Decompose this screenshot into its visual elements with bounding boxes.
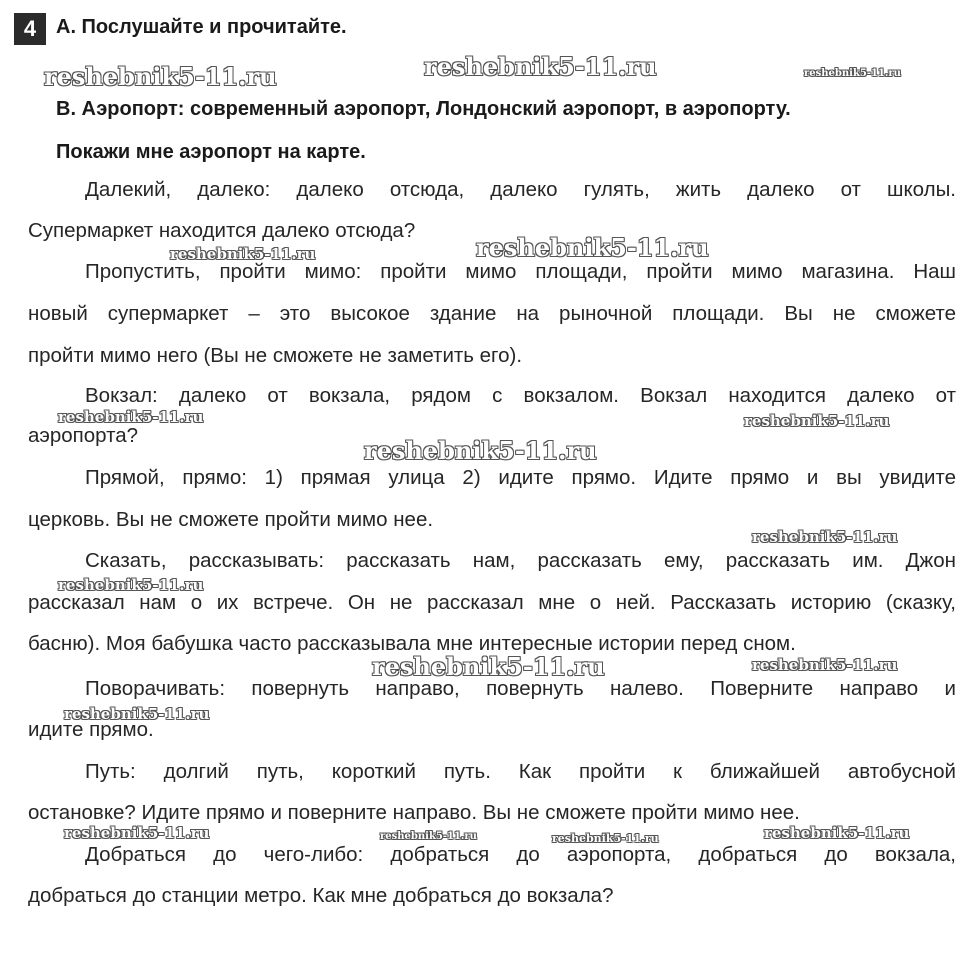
- paragraph-line: остановке? Идите прямо и поверните направо. Вы не сможете пройти мимо нее.: [28, 801, 800, 824]
- watermark: reshebnik5-11.ru: [64, 705, 210, 723]
- watermark: reshebnik5-11.ru: [424, 52, 657, 81]
- paragraph-line: аэропорта?: [28, 424, 139, 447]
- watermark: reshebnik5-11.ru: [752, 528, 898, 546]
- paragraph-line: Прямой, прямо: 1) прямая улица 2) идите прямо. Идите прямо и вы увидите: [85, 466, 956, 489]
- task-b-heading: B. Аэропорт: современный аэропорт, Лондонский аэропорт, в аэропорту.: [56, 98, 791, 120]
- exercise-number: 4: [14, 13, 46, 45]
- paragraph-line: басню). Моя бабушка часто рассказывала мне интересные истории перед сном.: [28, 632, 796, 655]
- paragraph-line: Добраться до чего-либо: добраться до аэропорта, добраться до вокзала,: [85, 843, 956, 866]
- paragraph-line: Сказать, рассказывать: рассказать нам, рассказать ему, рассказать им. Джон: [85, 549, 956, 572]
- watermark: reshebnik5-11.ru: [752, 656, 898, 674]
- watermark: reshebnik5-11.ru: [804, 68, 901, 79]
- paragraph-line: пройти мимо него (Вы не сможете не заметить его).: [28, 344, 523, 367]
- watermark: reshebnik5-11.ru: [552, 832, 659, 845]
- paragraph-line: Вокзал: далеко от вокзала, рядом с вокзалом. Вокзал находится далеко от: [85, 384, 956, 407]
- task-a-heading: A. Послушайте и прочитайте.: [56, 16, 347, 38]
- paragraph-line: рассказал нам о их встрече. Он не рассказал мне о ней. Рассказать историю (сказку,: [28, 591, 956, 614]
- watermark: reshebnik5-11.ru: [170, 245, 316, 263]
- paragraph-line: Далекий, далеко: далеко отсюда, далеко гулять, жить далеко от школы.: [85, 178, 956, 201]
- paragraph-line: добраться до станции метро. Как мне добраться до вокзала?: [28, 884, 614, 907]
- watermark: reshebnik5-11.ru: [764, 824, 910, 842]
- watermark: reshebnik5-11.ru: [476, 233, 709, 262]
- watermark: reshebnik5-11.ru: [64, 824, 210, 842]
- paragraph-line: идите прямо.: [28, 718, 154, 741]
- paragraph-line: Супермаркет находится далеко отсюда?: [28, 219, 416, 242]
- paragraph-line: церковь. Вы не сможете пройти мимо нее.: [28, 508, 434, 531]
- watermark: reshebnik5-11.ru: [364, 436, 597, 465]
- watermark: reshebnik5-11.ru: [380, 831, 477, 842]
- paragraph-line: Пропустить, пройти мимо: пройти мимо площади, пройти мимо магазина. Наш: [85, 260, 956, 283]
- task-b-subheading: Покажи мне аэропорт на карте.: [56, 141, 366, 163]
- paragraph-line: Поворачивать: повернуть направо, повернуть налево. Поверните направо и: [85, 677, 956, 700]
- paragraph-line: Путь: долгий путь, короткий путь. Как пройти к ближайшей автобусной: [85, 760, 956, 783]
- watermark: reshebnik5-11.ru: [58, 576, 204, 594]
- watermark: reshebnik5-11.ru: [744, 412, 890, 430]
- paragraph-line: новый супермаркет – это высокое здание на рыночной площади. Вы не сможете: [28, 302, 956, 325]
- watermark: reshebnik5-11.ru: [58, 408, 204, 426]
- watermark: reshebnik5-11.ru: [44, 62, 277, 91]
- watermark: reshebnik5-11.ru: [372, 652, 605, 681]
